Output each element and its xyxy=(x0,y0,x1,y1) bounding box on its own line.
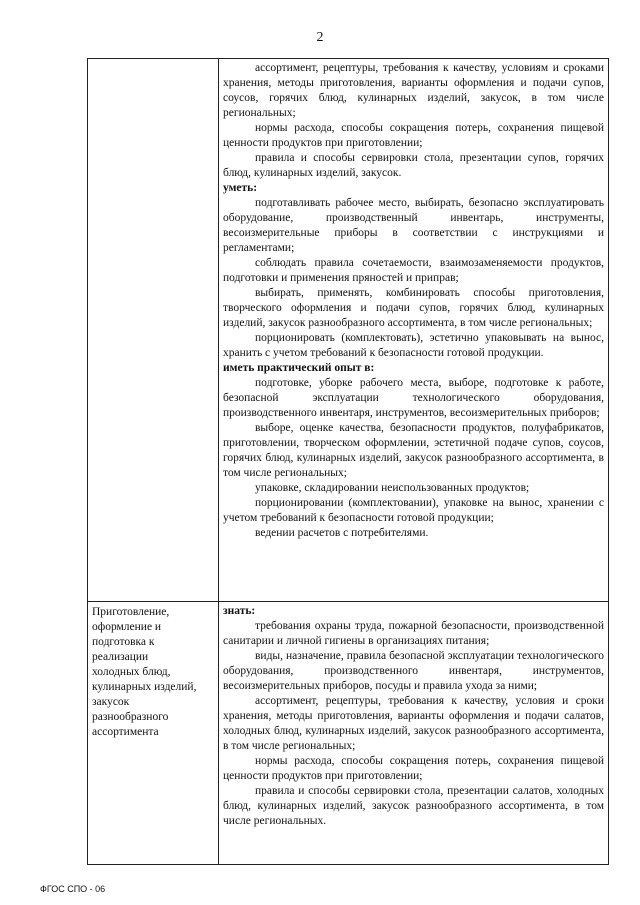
activity-name-line: холодных блюд, xyxy=(92,666,171,678)
activity-name-line: Приготовление, xyxy=(92,606,170,618)
paragraph: нормы расхода, способы сокращения потерь, сохранения пищевой ценности продуктов при приготовлении; xyxy=(223,755,604,782)
section-heading: уметь: xyxy=(223,182,258,194)
activity-cell xyxy=(88,59,219,602)
requirements-cell xyxy=(219,602,609,865)
paragraph: выбирать, применять, комбинировать способы приготовления, творческого оформления и подачи супов, горячих блюд, кулинарных изделий, закусок разнообразного ассортимента, в том числе региональных; xyxy=(223,287,604,329)
paragraph: соблюдать правила сочетаемости, взаимозаменяемости продуктов, подготовки и применения пряностей и приправ; xyxy=(223,257,604,284)
requirements-text xyxy=(223,61,604,541)
paragraph: упаковке, складировании неиспользованных продуктов; xyxy=(255,482,530,494)
paragraph: подготовке, уборке рабочего места, выборе, подготовке к работе, безопасной эксплуатации технологического оборудования, производственного инвентаря, инструментов, весоизмерительных приборов; xyxy=(223,377,604,419)
activity-name-line: реализации xyxy=(92,651,149,663)
section-heading: иметь практический опыт в: xyxy=(223,362,375,374)
activity-name-line: подготовка к xyxy=(92,636,155,648)
activity-name-line: ассортимента xyxy=(92,726,159,738)
paragraph: ассортимент, рецептуры, требования к качеству, условиям и сроками хранения, методы приготовления, варианты оформления и подачи супов, соусов, горячих блюд, кулинарных изделий, закусок, в том числе региональных; xyxy=(223,62,604,119)
activity-cell xyxy=(88,602,219,865)
page-number: 2 xyxy=(316,30,324,45)
paragraph: порционировании (комплектовании), упаковке на вынос, хранении с учетом требований к безопасности готовой продукции; xyxy=(223,497,604,524)
paragraph: виды, назначение, правила безопасной эксплуатации технологического оборудования, производственного инвентаря, инструментов, весоизмерительных приборов, посуды и правила ухода за ними; xyxy=(223,650,604,692)
activity-name-line: кулинарных изделий, xyxy=(92,681,197,693)
paragraph: правила и способы сервировки стола, презентации супов, горячих блюд, кулинарных изделий, закусок. xyxy=(223,152,604,179)
activity-name-line: разнообразного xyxy=(92,711,169,723)
table-row xyxy=(88,602,609,865)
table-row xyxy=(88,59,609,602)
paragraph: правила и способы сервировки стола, презентации салатов, холодных блюд, кулинарных изделий, закусок разнообразного ассортимента, в том числе региональных. xyxy=(223,785,604,827)
paragraph: нормы расхода, способы сокращения потерь, сохранения пищевой ценности продуктов при приготовлении; xyxy=(223,122,604,149)
activity-name xyxy=(88,602,218,743)
paragraph: выборе, оценке качества, безопасности продуктов, полуфабрикатов, приготовлении, творческом оформлении, эстетичной подаче супов, соусов, горячих блюд, кулинарных изделий, закусок разнообразного ассортимента, в том числе региональных; xyxy=(223,422,604,479)
paragraph: требования охраны труда, пожарной безопасности, производственной санитарии и личной гигиены в организациях питания; xyxy=(223,620,604,647)
paragraph: ведении расчетов с потребителями. xyxy=(255,527,429,539)
paragraph: ассортимент, рецептуры, требования к качеству, условия и сроки хранения, методы приготовления, варианты оформления и подачи салатов, холодных блюд, кулинарных изделий, закусок разнообразного ассортимента, в том числе региональных; xyxy=(223,695,604,752)
competency-table xyxy=(87,58,609,865)
requirements-cell xyxy=(219,59,609,602)
footer-code: ФГОС СПО - 06 xyxy=(40,884,106,894)
activity-name-line: закусок xyxy=(92,696,130,708)
paragraph: подготавливать рабочее место, выбирать, безопасно эксплуатировать оборудование, производственный инвентарь, инструменты, весоизмерительные приборы в соответствии с инструкциями и регламентами; xyxy=(223,197,604,254)
section-heading: знать: xyxy=(223,605,256,617)
paragraph: порционировать (комплектовать), эстетично упаковывать на вынос, хранить с учетом требований к безопасности готовой продукции. xyxy=(223,332,604,359)
activity-name-line: оформление и xyxy=(92,621,162,633)
requirements-text xyxy=(223,604,604,829)
